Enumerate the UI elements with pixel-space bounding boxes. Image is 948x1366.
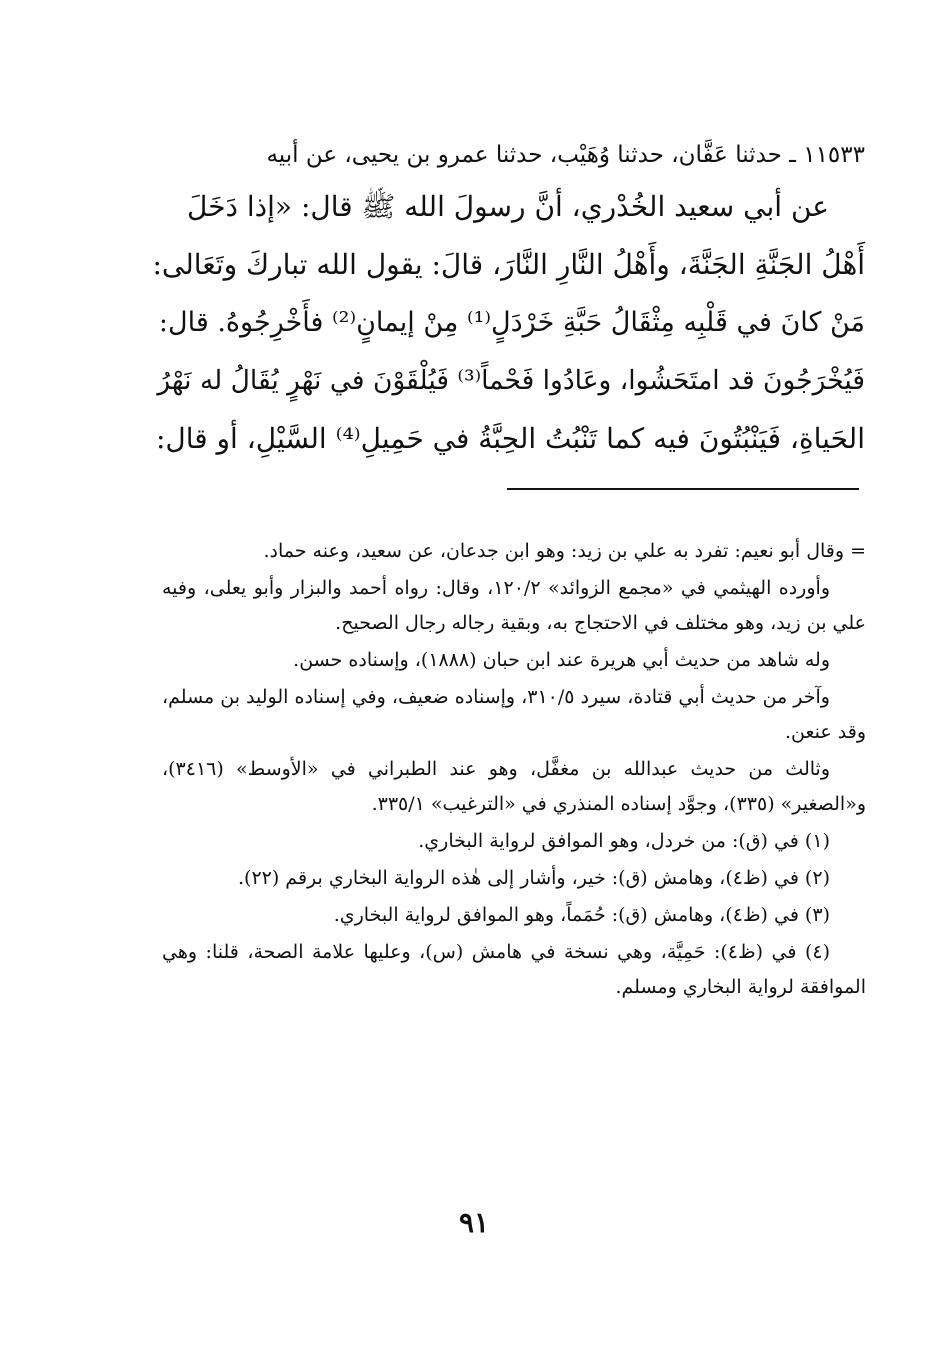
footnotes-section	[162, 534, 866, 1007]
footnote-paragraph: وله شاهد من حديث أبي هريرة عند ابن حبان (١٨٨٨)، وإسناده حسن.	[293, 649, 830, 671]
hadith-line-4: فَيُخْرَجُونَ قد امتَحَشُوا، وعَادُوا فَحْماً⁽³⁾ فَيُلْقَوْنَ في نَهْرٍ يُقَالُ له نَهْرُ	[157, 365, 865, 396]
hadith-main-text	[150, 132, 865, 468]
footnote-separator	[507, 488, 859, 490]
hadith-line-3: مَنْ كانَ في قَلْبِه مِثْقَالُ حَبَّةِ خَرْدَلٍ⁽¹⁾ مِنْ إيمانٍ⁽²⁾ فأَخْرِجُوهُ. قال:	[158, 307, 865, 338]
footnote-paragraph: وثالث من حديث عبدالله بن مغفَّل، وهو عند الطبراني في «الأوسط» (٣٤١٦)، و«الصغير» (٣٣٥)، وجوَّد إسناده المنذري في «الترغيب» ٣٣٥/١.	[162, 758, 866, 815]
page-number: ٩١	[458, 1206, 490, 1239]
footnote-4: (٤) في (ظ٤): حَمِيَّة، وهي نسخة في هامش (س)، وعليها علامة الصحة، قلنا: وهي الموافقة لرواية البخاري ومسلم.	[162, 941, 866, 998]
footnote-paragraph: وآخر من حديث أبي قتادة، سيرد ٣١٠/٥، وإسناده ضعيف، وفي إسناده الوليد بن مسلم، وقد عنعن.	[162, 686, 866, 743]
hadith-line-1: عن أبي سعيد الخُدْري، أنَّ رسولَ الله ﷺ قال: «إذا دَخَلَ	[187, 190, 829, 223]
hadith-line-5: الحَياةِ، فَيَنْبُتُونَ فيه كما تَنْبُتُ الحِبَّةُ في حَمِيلِ⁽⁴⁾ السَّيْلِ، أو قال:	[155, 422, 865, 455]
footnote-continuation: = وقال أبو نعيم: تفرد به علي بن زيد: وهو ابن جدعان، عن سعيد، وعنه حماد.	[263, 540, 866, 562]
hadith-line-2: أَهْلُ الجَنَّةِ الجَنَّةَ، وأَهْلُ النَّارِ النَّارَ، قالَ: يقول الله تباركَ وتَعَالى:	[152, 248, 865, 281]
footnote-1: (١) في (ق): من خردل، وهو الموافق لرواية البخاري.	[418, 830, 830, 852]
footnote-paragraph: وأورده الهيثمي في «مجمع الزوائد» ١٢٠/٢، وقال: رواه أحمد والبزار وأبو يعلى، وفيه علي بن زيد، وهو مختلف في الاحتجاج به، وبقية رجاله رجال الصحيح.	[162, 577, 866, 634]
footnote-2: (٢) في (ظ٤)، وهامش (ق): خير، وأشار إلى هٰذه الرواية البخاري برقم (٢٢).	[237, 867, 830, 889]
hadith-isnad-line: ١١٥٣٣ ـ حدثنا عَفَّان، حدثنا وُهَيْب، حدثنا عمرو بن يحيى، عن أبيه	[266, 142, 865, 168]
footnote-3: (٣) في (ظ٤)، وهامش (ق): حُمَماً، وهو الموافق لرواية البخاري.	[333, 904, 830, 926]
